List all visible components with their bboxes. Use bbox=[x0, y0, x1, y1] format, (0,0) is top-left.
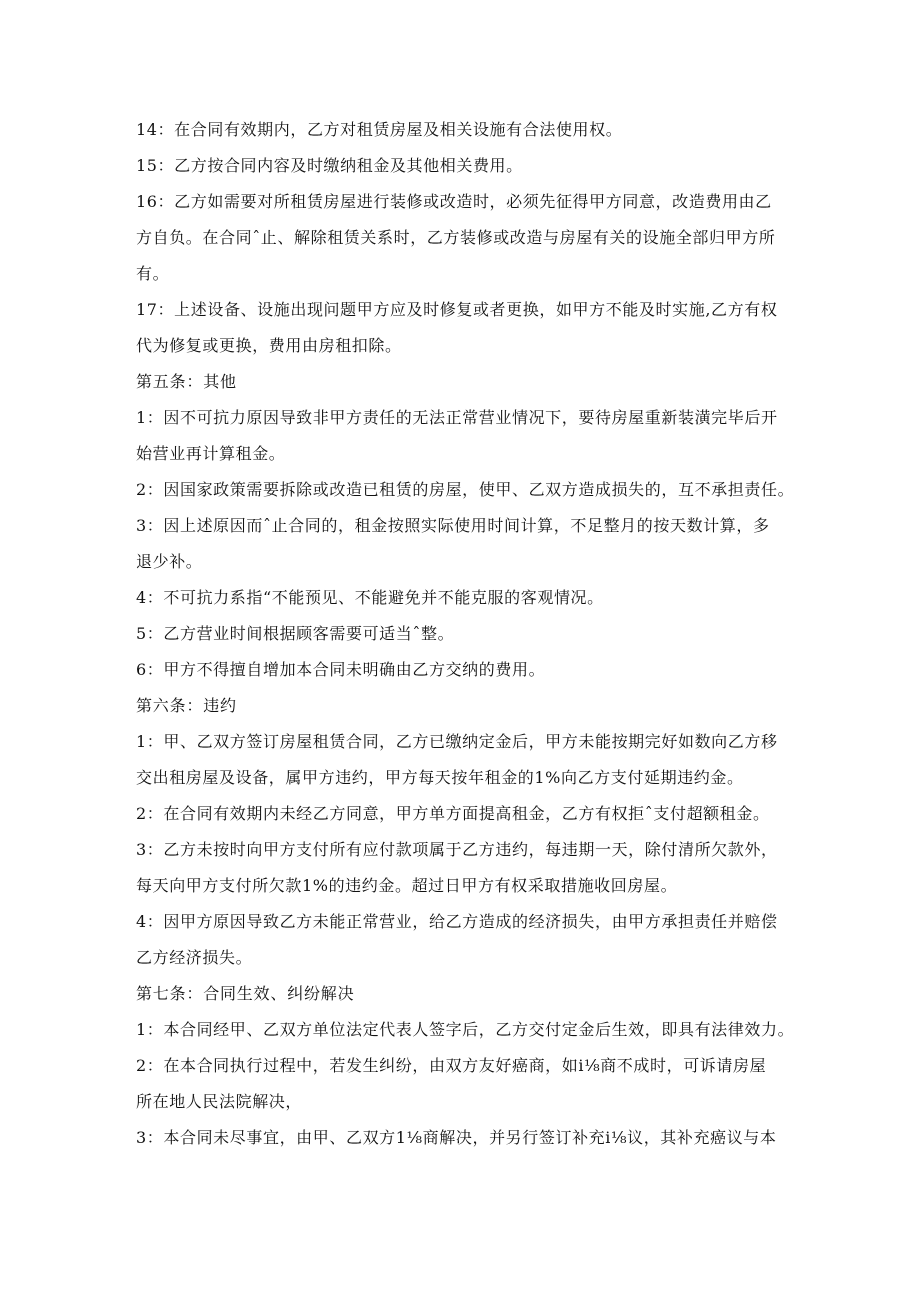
text-line: 3：乙方未按时向甲方支付所有应付款项属于乙方违约，每违期一天，除付清所欠款外， bbox=[136, 840, 778, 859]
contract-clause bbox=[136, 508, 796, 580]
contract-clause bbox=[136, 292, 796, 364]
text-line: 1：甲、乙双方签订房屋租赁合同，乙方已缴纳定金后，甲方未能按期完好如数向乙方移 bbox=[136, 732, 778, 751]
contract-clause bbox=[136, 652, 796, 688]
contract-clause bbox=[136, 400, 796, 472]
contract-clause bbox=[136, 832, 796, 904]
text-line: 1：本合同经甲、乙双方单位法定代表人签字后，乙方交付定金后生效，即具有法律效力。 bbox=[136, 1020, 795, 1039]
text-line: 4：因甲方原因导致乙方未能正常营业，给乙方造成的经济损失，由甲方承担责任并赔偿 bbox=[136, 912, 778, 931]
text-line: 2：在合同有效期内未经乙方同意，甲方单方面提高租金，乙方有权拒ˆ支付超额租金。 bbox=[136, 804, 770, 823]
text-line: 3：本合同未尽事宜，由甲、乙双方1⅛商解决，并另行签订补充i⅛议，其补充癌议与本 bbox=[136, 1128, 777, 1147]
text-line: 第五条：其他 bbox=[136, 372, 237, 391]
text-line: 14：在合同有效期内，乙方对租赁房屋及相关设施有合法使用权。 bbox=[136, 120, 623, 139]
text-line: 乙方经济损失。 bbox=[136, 948, 253, 967]
contract-clause bbox=[136, 724, 796, 796]
text-line: 5：乙方营业时间根据顾客需要可适当ˆ整。 bbox=[136, 624, 455, 643]
text-line: 6：甲方不得擅自增加本合同未明确由乙方交纳的费用。 bbox=[136, 660, 546, 679]
contract-clause bbox=[136, 148, 796, 184]
contract-clause bbox=[136, 580, 796, 616]
text-line: 每天向甲方支付所欠款1%的违约金。超过日甲方有权采取措施收回房屋。 bbox=[136, 876, 678, 895]
text-line: 第七条：合同生效、纠纷解决 bbox=[136, 984, 355, 1003]
section-heading bbox=[136, 976, 796, 1012]
text-line: 3：因上述原因而ˆ止合同的，租金按照实际使用时间计算，不足整月的按天数计算，多 bbox=[136, 516, 770, 535]
text-line: 2：因国家政策需要拆除或改造已租赁的房屋，使甲、乙双方造成损失的，互不承担责任。 bbox=[136, 480, 795, 499]
text-line: 退少补。 bbox=[136, 552, 203, 571]
text-line: 16：乙方如需要对所租赁房屋进行装修或改造时，必须先征得甲方同意，改造费用由乙 bbox=[136, 192, 772, 211]
contract-clause bbox=[136, 1048, 796, 1120]
section-heading bbox=[136, 688, 796, 724]
contract-clause bbox=[136, 1120, 796, 1156]
contract-clause bbox=[136, 472, 796, 508]
text-line: 1：因不可抗力原因导致非甲方责任的无法正常营业情况下，要待房屋重新装潢完毕后开 bbox=[136, 408, 778, 427]
text-line: 2：在本合同执行过程中，若发生纠纷，由双方友好癌商，如i⅛商不成时，可诉请房屋 bbox=[136, 1056, 767, 1075]
text-line: 17：上述设备、设施出现问题甲方应及时修复或者更换，如甲方不能及时实施,乙方有权 bbox=[136, 300, 778, 319]
text-line: 始营业再计算租金。 bbox=[136, 444, 286, 463]
contract-clause bbox=[136, 904, 796, 976]
contract-clause bbox=[136, 1012, 796, 1048]
text-line: 第六条：违约 bbox=[136, 696, 237, 715]
text-line: 代为修复或更换，费用由房租扣除。 bbox=[136, 336, 402, 355]
text-line: 方自负。在合同ˆ止、解除租赁关系时，乙方装修或改造与房屋有关的设施全部归甲方所 bbox=[136, 228, 776, 247]
text-line: 15：乙方按合同内容及时缴纳租金及其他相关费用。 bbox=[136, 156, 523, 175]
section-heading bbox=[136, 364, 796, 400]
text-line: 4：不可抗力系指“不能预见、不能避免并不能克服的客观情况。 bbox=[136, 588, 604, 607]
contract-clause bbox=[136, 184, 796, 292]
text-line: 交出租房屋及设备，属甲方违约，甲方每天按年租金的1%向乙方支付延期违约金。 bbox=[136, 768, 744, 787]
text-line: 所在地人民法院解决， bbox=[136, 1092, 303, 1111]
contract-text bbox=[136, 112, 796, 1156]
text-line: 有。 bbox=[136, 264, 170, 283]
contract-clause bbox=[136, 796, 796, 832]
contract-clause bbox=[136, 616, 796, 652]
contract-clause bbox=[136, 112, 796, 148]
